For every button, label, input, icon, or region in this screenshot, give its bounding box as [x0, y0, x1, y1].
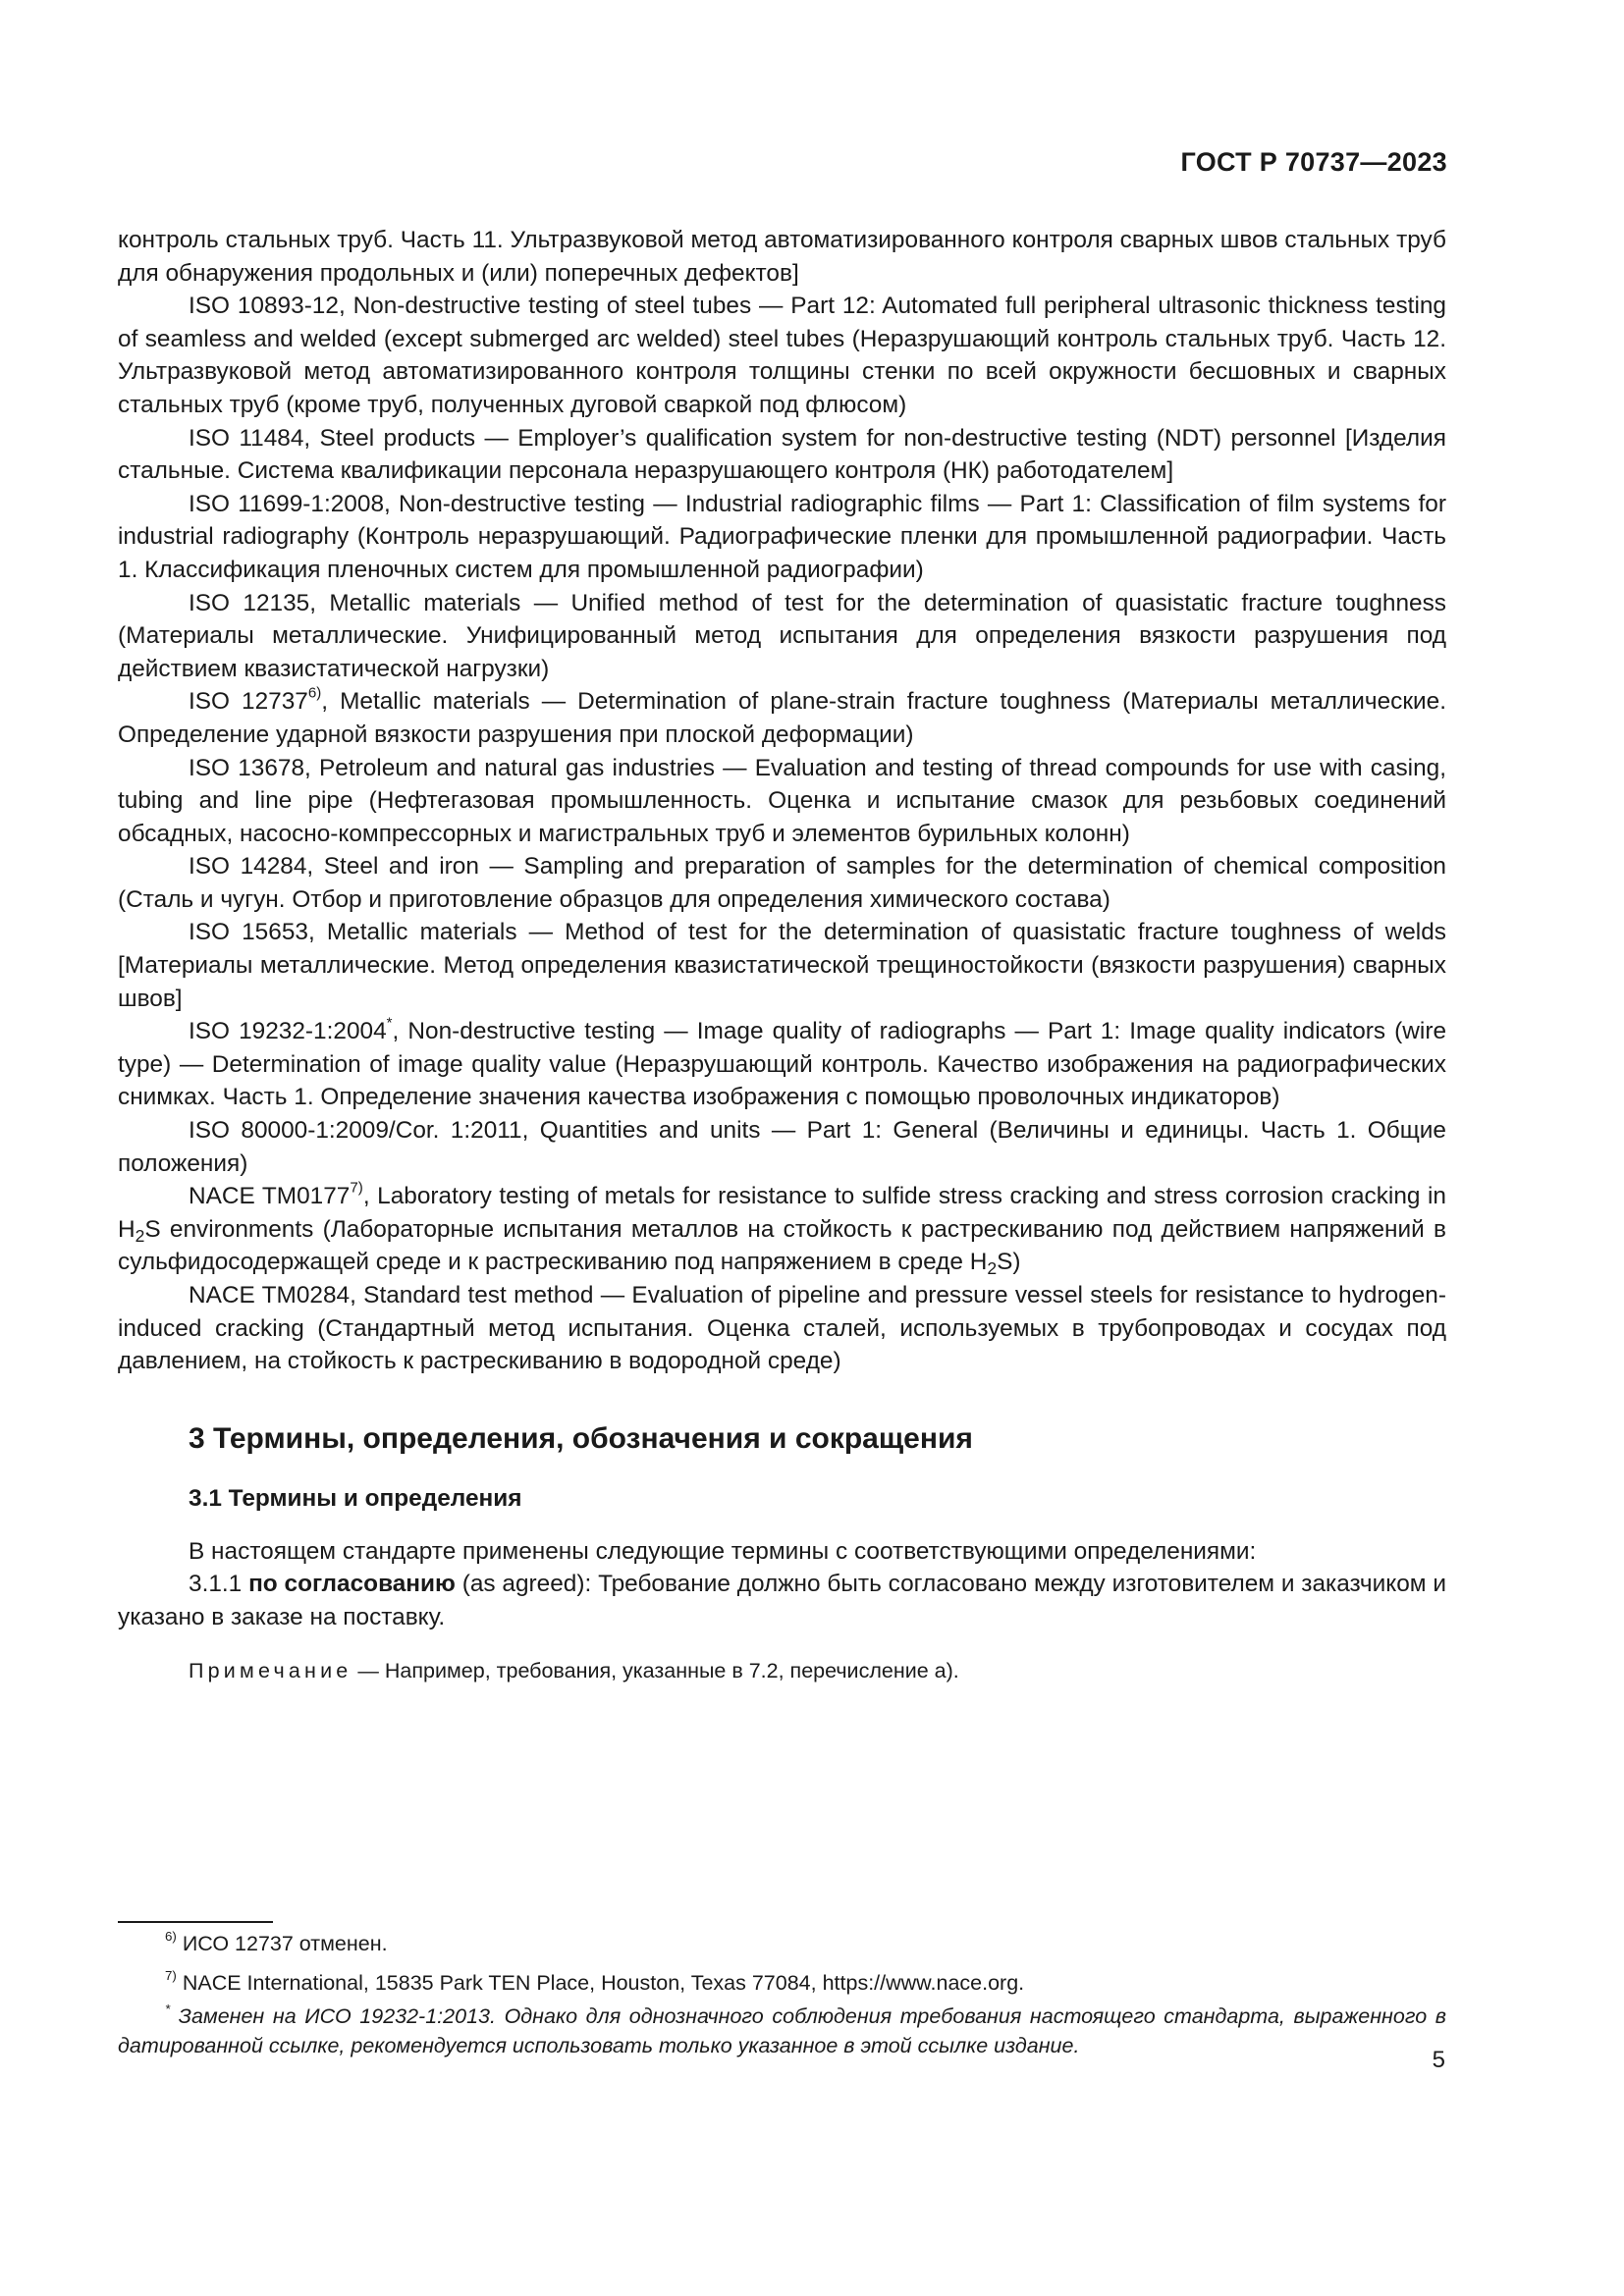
document-body	[118, 224, 1446, 1685]
reference-item: ISO 12135, Metallic materials — Unified method of test for the determination of quasistatic fracture toughness (Материалы металлические. Унифицированный метод испытания для определения вязкости разрушения под действием квазистатической нагрузки)	[118, 589, 1446, 682]
footnote-ref[interactable]: 6)	[307, 684, 322, 702]
footnote-text: ИСО 12737 отменен.	[176, 1932, 388, 1955]
footnote	[118, 2002, 1446, 2060]
note-text: — Например, требования, указанные в 7.2, перечисление а).	[352, 1658, 959, 1682]
footnote	[118, 1968, 1446, 1998]
footnote-text: Заменен на ИСО 19232-1:2013. Однако для однозначного соблюдения требования настоящего стандарта, выраженного в датированной ссылке, рекомендуется использовать только указанное в этой ссылке издание.	[118, 2004, 1446, 2057]
reference-item: ISO 14284, Steel and iron — Sampling and preparation of samples for the determination of chemical composition (Сталь и чугун. Отбор и приготовление образцов для определения химического состава)	[118, 853, 1446, 913]
reference-code: ISO 19232-1:2004	[189, 1018, 387, 1045]
reference-item: ISO 15653, Metallic materials — Method of test for the determination of quasistatic fracture toughness of welds [Материалы металлические. Метод определения квазистатической трещиностойкости (вязкости разрушения) сварных швов]	[118, 919, 1446, 1012]
term-text: (as agreed): Требование должно быть согласовано между изготовителем и заказчиком и указано в заказе на поставку.	[118, 1571, 1446, 1630]
subsection-heading: 3.1 Термины и определения	[189, 1484, 522, 1512]
reference-text: , Non-destructive testing — Image quality of radiographs — Part 1: Image quality indicators (wire type) — Determination of image quality value (Неразрушающий контроль. Качество изображения на радиографических снимках. Часть 1. Определение значения качества изображения с помощью проволочных индикаторов)	[118, 1018, 1447, 1111]
footnote	[118, 1929, 1446, 1958]
subscript: 2	[987, 1258, 998, 1279]
reference-item: контроль стальных труб. Часть 11. Ультразвуковой метод автоматизированного контроля сварных швов стальных труб для обнаружения продольных и (или) поперечных дефектов]	[118, 227, 1446, 287]
footnote-ref[interactable]: 7)	[350, 1179, 363, 1197]
footnote-mark: *	[165, 2002, 171, 2017]
section-heading: 3 Термины, определения, обозначения и сокращения	[189, 1421, 973, 1455]
footnote-ref[interactable]: *	[386, 1014, 393, 1032]
reference-item: ISO 10893-12, Non-destructive testing of steel tubes — Part 12: Automated full peripheral ultrasonic thickness testing of seamless and welded (except submerged arc welded) steel tubes (Неразрушающий контроль стальных труб. Часть 12. Ультразвуковой метод автоматизированного контроля толщины стенки по всей окружности бесшовных и сварных стальных труб (кроме труб, полученных дуговой сваркой под флюсом)	[118, 293, 1446, 418]
note-label: Примечание	[189, 1658, 352, 1682]
reference-item: NACE TM0284, Standard test method — Evaluation of pipeline and pressure vessel steels for resistance to hydrogen-induced cracking (Стандартный метод испытания. Оценка сталей, используемых в трубопроводах и сосудах под давлением, на стойкость к растрескиванию в водородной среде)	[118, 1282, 1446, 1375]
page-number: 5	[1432, 2047, 1445, 2073]
footnotes	[118, 1929, 1446, 2060]
subscript: 2	[135, 1225, 145, 1246]
reference-item: ISO 80000-1:2009/Cor. 1:2011, Quantities and units — Part 1: General (Величины и единицы. Часть 1. Общие положения)	[118, 1117, 1446, 1177]
term-name: по согласованию	[248, 1571, 456, 1598]
footnote-divider	[118, 1921, 273, 1923]
reference-item	[118, 1015, 1446, 1114]
reference-text: , Laboratory testing of metals for resistance to sulfide stress cracking and stress corrosion cracking in H	[118, 1183, 1447, 1243]
reference-code: NACE TM0177	[189, 1183, 351, 1210]
term-definition	[118, 1568, 1446, 1633]
reference-item	[118, 685, 1446, 751]
reference-item: ISO 11484, Steel products — Employer’s qualification system for non-destructive testing (NDT) personnel [Изделия стальные. Система квалификации персонала неразрушающего контроля (НК) работодателем]	[118, 424, 1446, 485]
reference-text: S)	[997, 1249, 1021, 1276]
reference-code: ISO 12737	[189, 688, 308, 716]
reference-item: ISO 13678, Petroleum and natural gas industries — Evaluation and testing of thread compounds for use with casing, tubing and line pipe (Нефтегазовая промышленность. Оценка и испытание смазок для резьбовых соединений обсадных, насосно-компрессорных и магистральных труб и элементов бурильных колонн)	[118, 754, 1446, 847]
reference-text: S environments (Лабораторные испытания металлов на стойкость к растрескиванию под действием напряжений в сульфидосодержащей среде и к растрескиванию под напряжением в среде H	[118, 1215, 1446, 1276]
section-intro: В настоящем стандарте применены следующие термины с соответствующими определениями:	[189, 1537, 1257, 1565]
reference-item: ISO 11699-1:2008, Non-destructive testing — Industrial radiographic films — Part 1: Classification of film systems for industrial radiography (Контроль неразрушающий. Радиографические пленки для промышленной радиографии. Часть 1. Классификация пленочных систем для промышленной радиографии)	[118, 490, 1446, 583]
term-number: 3.1.1	[189, 1571, 249, 1598]
note	[118, 1656, 1446, 1685]
reference-item	[118, 1180, 1446, 1279]
footnote-mark: 6)	[165, 1929, 177, 1945]
reference-text: , Metallic materials — Determination of plane-strain fracture toughness (Материалы металлические. Определение ударной вязкости разрушения при плоской деформации)	[118, 688, 1446, 748]
footnote-text: NACE International, 15835 Park TEN Place, Houston, Texas 77084, https://www.nace.org.	[176, 1971, 1025, 1995]
footnote-mark: 7)	[165, 1968, 177, 1984]
standard-code-header: ГОСТ Р 70737—2023	[1180, 147, 1447, 177]
